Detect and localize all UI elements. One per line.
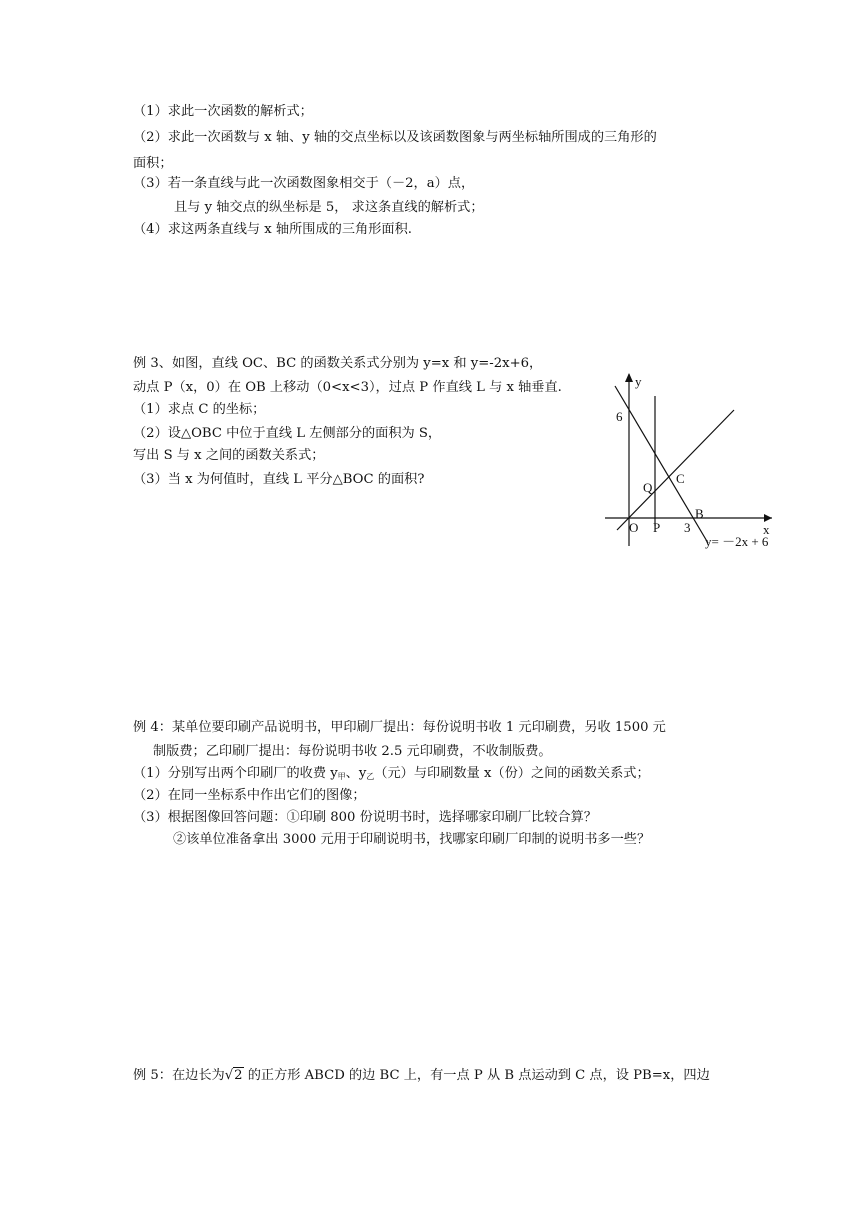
- sqrt-value: 2: [234, 1068, 243, 1083]
- ex3-question-3: （3）当 x 为何值时，直线 L 平分△BOC 的面积?: [133, 472, 425, 487]
- ex3-intro: 例 3、如图，直线 OC、BC 的函数关系式分别为 y=x 和 y=-2x+6，: [133, 356, 543, 371]
- ex2-question-2: （2）求此一次函数与 x 轴、y 轴的交点坐标以及该函数图象与两坐标轴所围成的三角形的: [133, 130, 657, 145]
- label-equation: y= －2x + 6: [705, 534, 769, 549]
- label-3: 3: [684, 520, 691, 535]
- ex4-question-2: （2）在同一坐标系中作出它们的图像；: [133, 788, 366, 803]
- label-o: O: [629, 520, 639, 535]
- ex2-question-3-cont: 且与 y 轴交点的纵坐标是 5， 求这条直线的解析式；: [174, 200, 484, 215]
- ex3-moving-point: 动点 P（x，0）在 OB 上移动（0<x<3），过点 P 作直线 L 与 x 轴垂直.: [133, 380, 562, 395]
- label-y: y: [635, 374, 642, 389]
- ex5-post: 的正方形 ABCD 的边 BC 上，有一点 P 从 B 点运动到 C 点，设 PB=x，四边: [243, 1068, 710, 1083]
- ex2-question-2-cont: 面积；: [133, 156, 173, 171]
- x-axis-arrow: [764, 514, 772, 522]
- ex4-intro: 例 4：某单位要印刷产品说明书，甲印刷厂提出：每份说明书收 1 元印刷费，另收 1500 元: [133, 720, 666, 735]
- label-x: x: [763, 522, 770, 537]
- ex2-question-4: （4）求这两条直线与 x 轴所围成的三角形面积.: [133, 222, 412, 237]
- ex4-question-3-cont: ②该单位准备拿出 3000 元用于印刷说明书，找哪家印刷厂印制的说明书多一些？: [173, 832, 651, 847]
- ex4-q1-post: （元）与印刷数量 x（份）之间的函数关系式；: [374, 766, 650, 781]
- line-oc: [617, 410, 734, 530]
- ex3-coordinate-diagram: [598, 368, 788, 558]
- ex3-question-2: （2）设△OBC 中位于直线 L 左侧部分的面积为 S，: [133, 426, 442, 441]
- ex4-q1-mid: 、y: [345, 766, 367, 781]
- label-b: B: [695, 506, 704, 521]
- ex4-question-3: （3）根据图像回答问题：①印刷 800 份说明书时，选择哪家印刷厂比较合算？: [133, 810, 597, 825]
- ex5-intro: [133, 1068, 710, 1084]
- ex3-figure: [598, 368, 788, 558]
- ex2-question-1: （1）求此一次函数的解析式；: [133, 104, 313, 119]
- label-c: C: [676, 471, 685, 486]
- ex5-pre: 例 5：在边长为: [133, 1068, 225, 1083]
- ex4-q1-sub-jia: 甲: [337, 772, 346, 781]
- ex3-question-2-cont: 写出 S 与 x 之间的函数关系式；: [133, 448, 325, 463]
- label-q: Q: [643, 480, 653, 495]
- ex4-q1-pre: （1）分别写出两个印刷厂的收费 y: [133, 766, 338, 781]
- ex2-question-3: （3）若一条直线与此一次函数图象相交于（－2，a）点，: [133, 176, 475, 191]
- ex3-question-1: （1）求点 C 的坐标；: [133, 402, 266, 417]
- label-p: P: [653, 520, 661, 535]
- sqrt-sign: √: [224, 1068, 234, 1083]
- ex4-intro-cont: 制版费；乙印刷厂提出：每份说明书收 2.5 元印刷费，不收制版费。: [153, 744, 552, 759]
- y-axis-arrow: [625, 373, 633, 382]
- ex4-question-1: [133, 766, 650, 785]
- ex4-q1-sub-yi: 乙: [366, 772, 375, 781]
- label-6: 6: [616, 409, 623, 424]
